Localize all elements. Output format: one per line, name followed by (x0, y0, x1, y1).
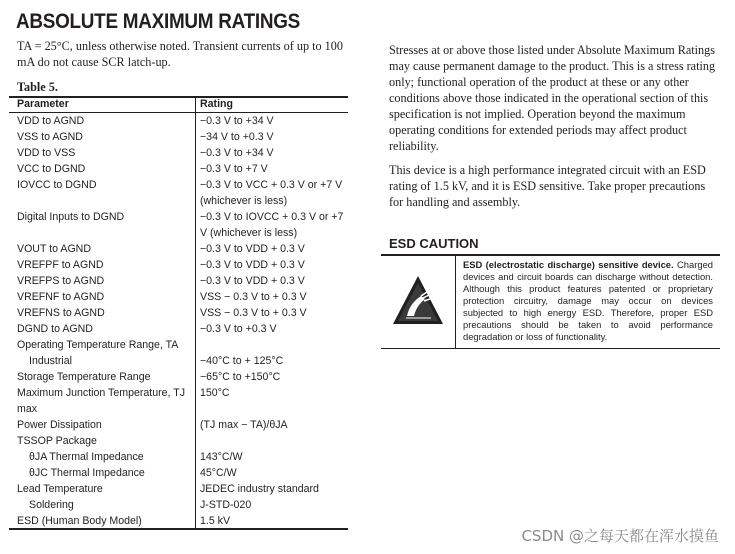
table-row (9, 465, 348, 481)
parameter-cell (9, 369, 196, 385)
parameter-cell (9, 145, 196, 161)
parameter-label: VSS to AGND (17, 131, 83, 143)
parameter-cell (9, 241, 196, 257)
parameter-cell (9, 417, 196, 433)
esd-symbol-cell (381, 256, 456, 348)
rating-cell: −0.3 V to VCC + 0.3 V or +7 V (whichever is less) (200, 179, 343, 207)
parameter-label: TSSOP Package (17, 435, 97, 447)
parameter-cell (9, 273, 196, 289)
esd-caution-bold: ESD (electrostatic discharge) sensitive device. (463, 259, 674, 270)
rating-cell: −0.3 V to VDD + 0.3 V (200, 275, 305, 287)
rating-cell: −40°C to + 125°C (200, 355, 284, 367)
parameter-cell (9, 481, 196, 497)
table-row (9, 433, 348, 449)
parameter-cell (9, 129, 196, 145)
esd-caution-heading: ESD CAUTION (389, 236, 479, 251)
watermark: CSDN @之每天都在浑水摸鱼 (521, 527, 719, 545)
parameter-cell (9, 321, 196, 337)
rating-cell: −34 V to +0.3 V (200, 131, 274, 143)
esd-warning-icon (381, 256, 455, 348)
parameter-label: VREFNF to AGND (17, 291, 105, 303)
parameter-cell (9, 177, 196, 209)
table-row (9, 369, 348, 385)
parameter-cell (9, 497, 196, 513)
table-row (9, 241, 348, 257)
table-row (9, 385, 348, 417)
table-row (9, 449, 348, 465)
table-row (9, 113, 348, 130)
parameter-label: VREFPF to AGND (17, 259, 104, 271)
rating-cell: J-STD-020 (200, 499, 252, 511)
table-row (9, 481, 348, 497)
parameter-cell (9, 337, 196, 353)
rating-cell (196, 337, 349, 353)
parameter-cell (9, 113, 196, 130)
rating-cell: −0.3 V to +7 V (200, 163, 268, 175)
rating-cell: −0.3 V to VDD + 0.3 V (200, 259, 305, 271)
rating-cell: 150°C (200, 387, 230, 399)
parameter-label: Operating Temperature Range, TA (17, 339, 179, 351)
section-title: ABSOLUTE MAXIMUM RATINGS (16, 10, 301, 33)
parameter-label: VREFNS to AGND (17, 307, 105, 319)
parameter-label: VDD to VSS (17, 147, 76, 159)
table-row (9, 129, 348, 145)
parameter-cell (9, 257, 196, 273)
header-parameter: Parameter (9, 96, 196, 113)
esd-caution-body: Charged devices and circuit boards can discharge without detection. Although this product features patented or proprietary protection circuitry, damage may occur on devices subjected to high energy ESD. Therefore, proper ESD precautions should be taken to avoid performance degradation or loss of functionality. (463, 259, 713, 342)
right-column (389, 42, 719, 218)
parameter-cell (9, 161, 196, 177)
ratings-table (9, 96, 348, 530)
esd-caution-text (463, 259, 713, 343)
parameter-label: IOVCC to DGND (17, 179, 97, 191)
table-row (9, 177, 348, 209)
table-body (9, 113, 348, 531)
parameter-cell (9, 449, 196, 465)
parameter-cell (9, 305, 196, 321)
rating-cell: −0.3 V to +34 V (200, 115, 274, 127)
table-row (9, 289, 348, 305)
table-row (9, 209, 348, 241)
rating-cell: JEDEC industry standard (200, 483, 319, 495)
table-caption: Table 5. (17, 80, 58, 94)
table-row (9, 273, 348, 289)
parameter-label: Lead Temperature (17, 483, 103, 495)
table-bottom-rule (9, 528, 348, 530)
parameter-label: Power Dissipation (17, 419, 102, 431)
esd-caution-box (381, 254, 720, 349)
table-row (9, 257, 348, 273)
header-rating: Rating (196, 96, 349, 113)
parameter-cell (9, 465, 196, 481)
stress-paragraph: Stresses at or above those listed under Absolute Maximum Ratings may cause permanent damage to the product. This is a stress rating only; functional operation of the product at these or any other conditions above those indicated in the operational section of this specification is not implied. Operation beyond the maximum operating conditions for extended periods may affect product reliability. (389, 43, 716, 153)
table-row (9, 337, 348, 353)
parameter-label: θJC Thermal Impedance (29, 467, 145, 479)
parameter-cell (9, 289, 196, 305)
rating-cell: −0.3 V to VDD + 0.3 V (200, 243, 305, 255)
table-header-row (9, 96, 348, 113)
rating-cell: VSS − 0.3 V to + 0.3 V (200, 291, 307, 303)
parameter-label: VOUT to AGND (17, 243, 91, 255)
parameter-label: VDD to AGND (17, 115, 85, 127)
table-row (9, 161, 348, 177)
parameter-label: DGND to AGND (17, 323, 93, 335)
parameter-label: ESD (Human Body Model) (17, 515, 142, 527)
intro-paragraph: TA = 25°C, unless otherwise noted. Transient currents of up to 100 mA do not cause SCR latch-up. (17, 39, 343, 69)
parameter-label: VREFPS to AGND (17, 275, 105, 287)
parameter-label: θJA Thermal Impedance (29, 451, 144, 463)
table-row (9, 497, 348, 513)
parameter-label: Maximum Junction Temperature, TJ max (17, 387, 185, 415)
parameter-label: Digital Inputs to DGND (17, 211, 125, 223)
rating-cell: 45°C/W (200, 467, 237, 479)
parameter-cell (9, 209, 196, 241)
table-row (9, 145, 348, 161)
rating-cell: −0.3 V to +0.3 V (200, 323, 277, 335)
rating-cell: −0.3 V to +34 V (200, 147, 274, 159)
table-row (9, 353, 348, 369)
parameter-label: Storage Temperature Range (17, 371, 151, 383)
rating-cell (196, 433, 349, 449)
table-row (9, 417, 348, 433)
parameter-cell (9, 385, 196, 417)
rating-cell: −65°C to +150°C (200, 371, 281, 383)
table-row (9, 321, 348, 337)
parameter-label: VCC to DGND (17, 163, 86, 175)
parameter-cell (9, 433, 196, 449)
rating-cell: 143°C/W (200, 451, 243, 463)
rating-cell: −0.3 V to IOVCC + 0.3 V or +7 V (whichever is less) (200, 211, 344, 239)
parameter-label: Soldering (29, 499, 74, 511)
rating-cell: VSS − 0.3 V to + 0.3 V (200, 307, 307, 319)
table-row (9, 305, 348, 321)
esd-rating-paragraph: This device is a high performance integrated circuit with an ESD rating of 1.5 kV, and it is ESD sensitive. Take proper precautions for handling and assembly. (389, 163, 706, 209)
rating-cell: 1.5 kV (200, 515, 231, 527)
rating-cell: (TJ max − TA)/θJA (200, 419, 288, 431)
parameter-label: Industrial (29, 355, 72, 367)
parameter-cell (9, 353, 196, 369)
